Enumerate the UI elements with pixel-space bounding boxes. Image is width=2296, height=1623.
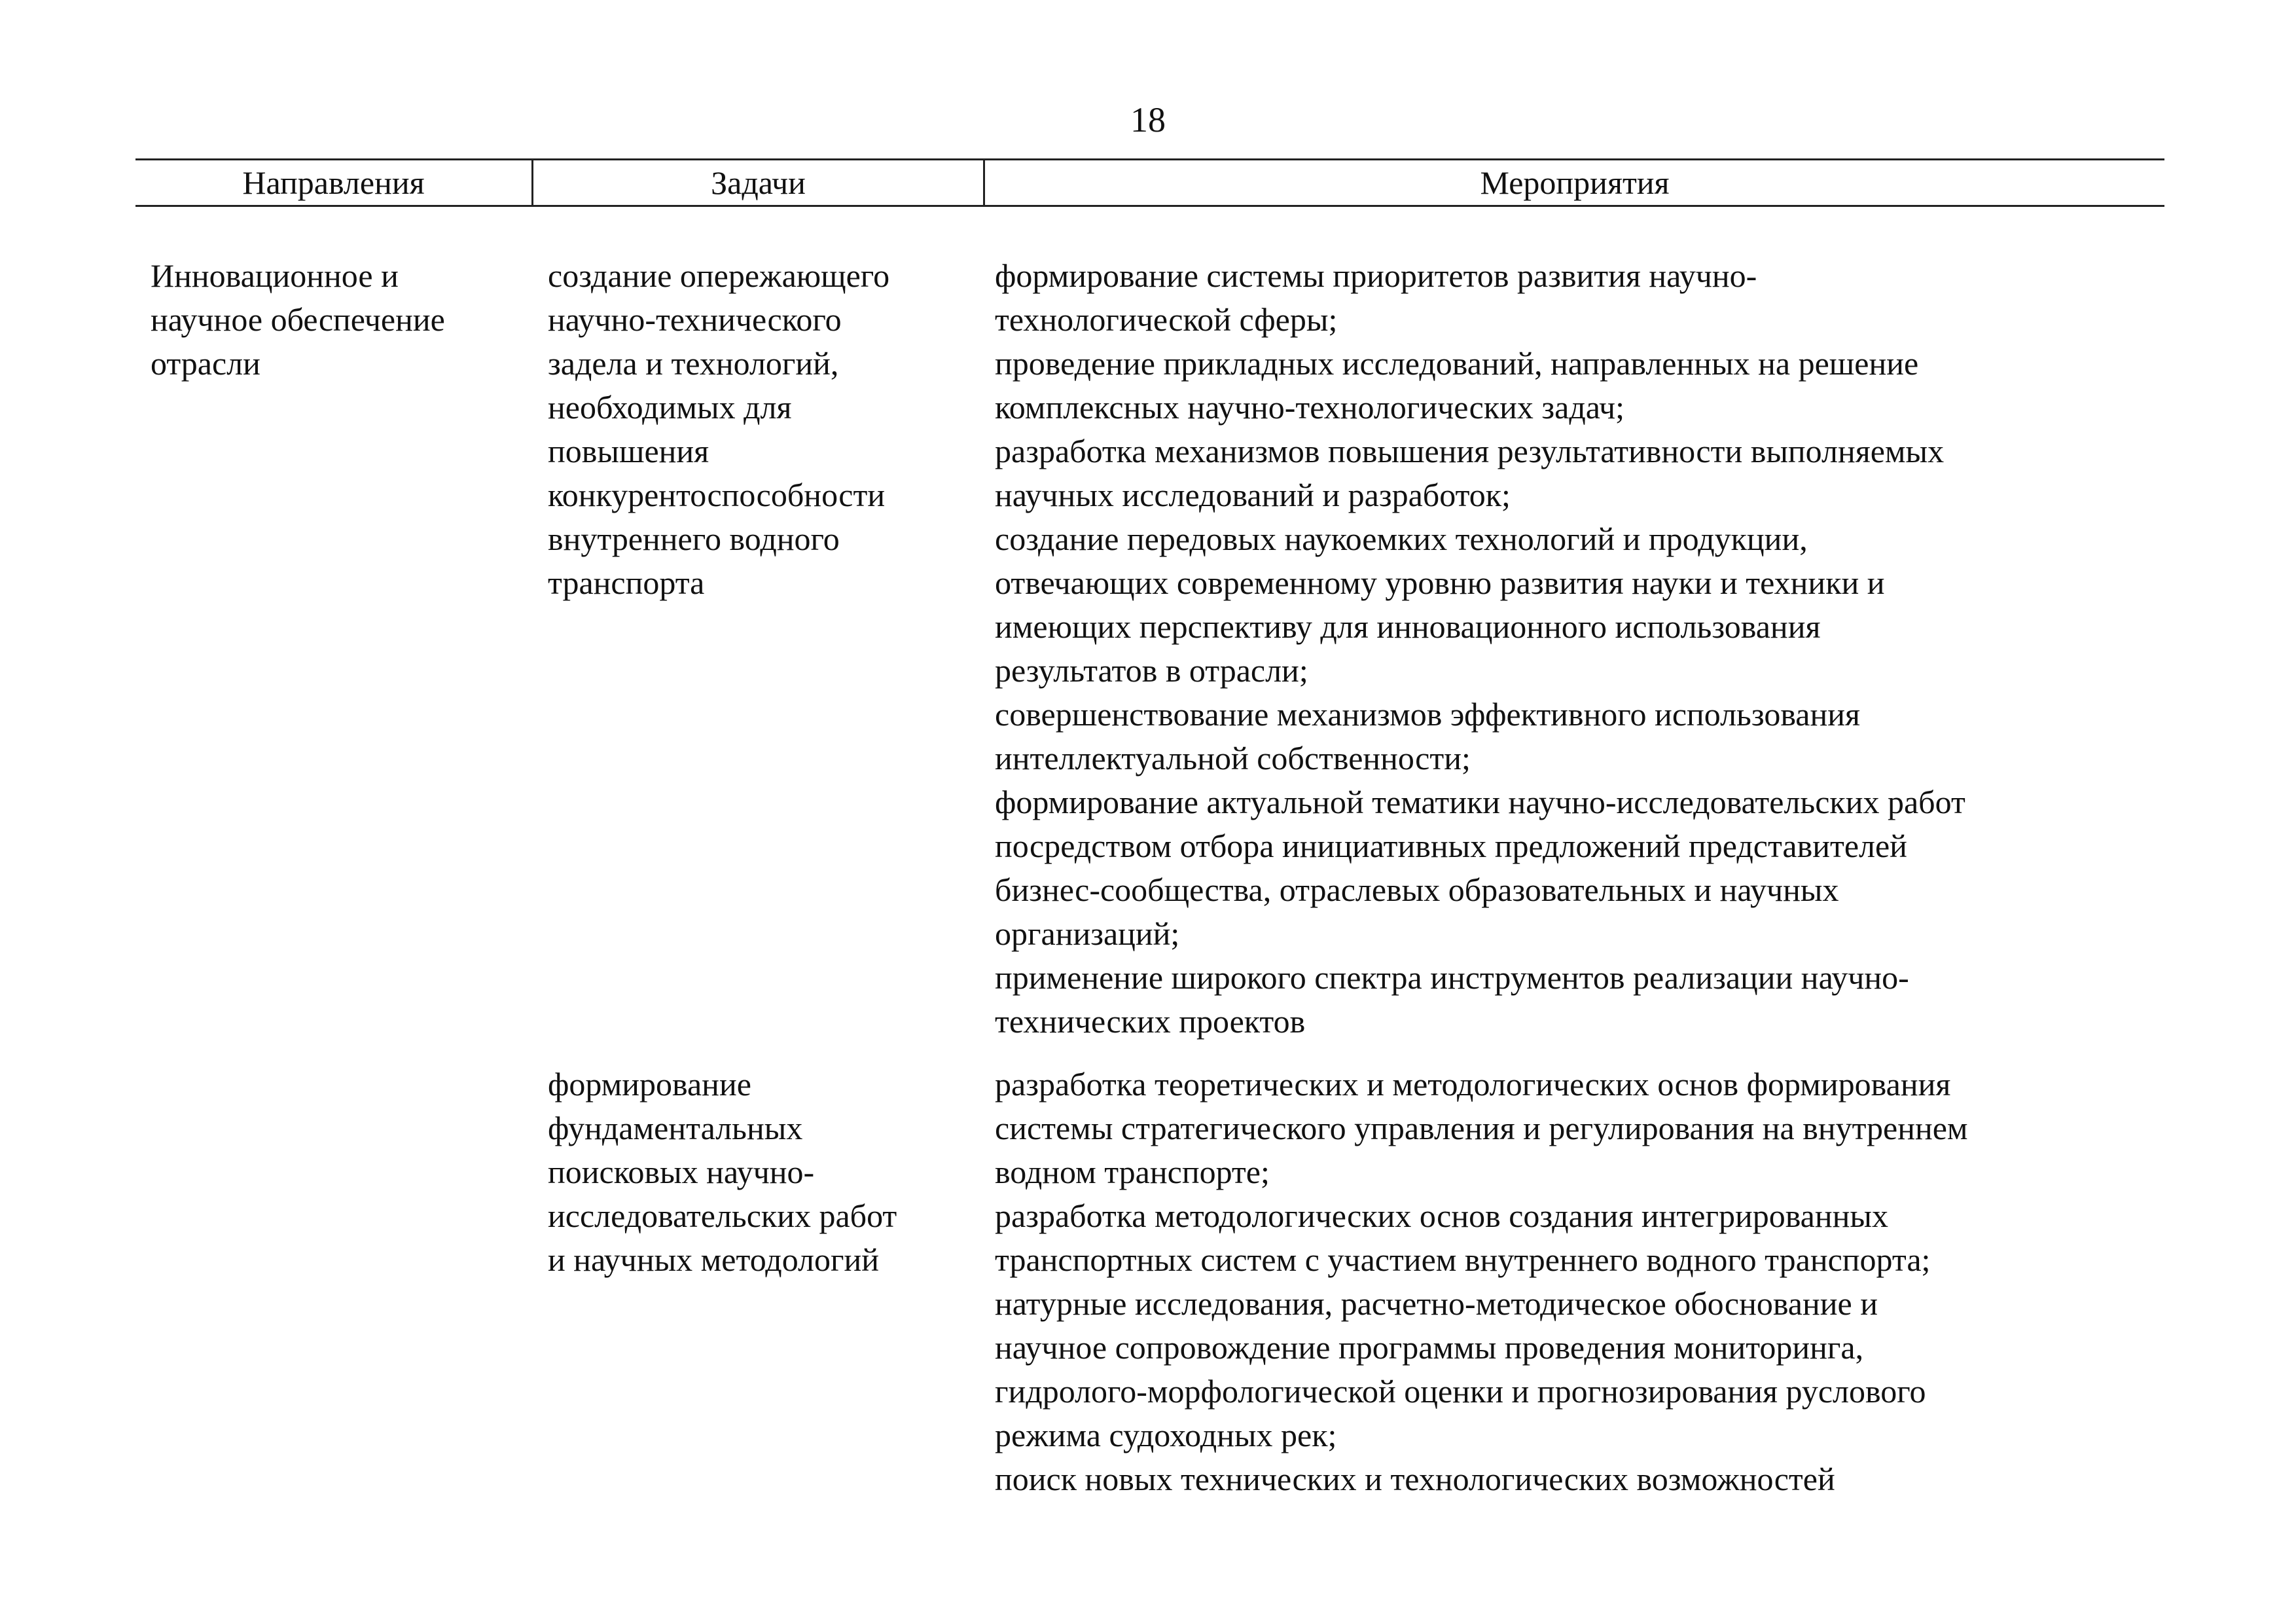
activity-line: разработка теоретических и методологических основ формирования bbox=[995, 1066, 1951, 1103]
task-line: поисковых научно- bbox=[548, 1154, 815, 1190]
activity-line: формирование актуальной тематики научно-исследовательских работ bbox=[995, 784, 1965, 820]
task-line: исследовательских работ bbox=[548, 1197, 897, 1234]
task-cell-2 bbox=[548, 1063, 897, 1282]
direction-cell bbox=[151, 254, 445, 386]
activity-line: научных исследований и разработок; bbox=[995, 477, 1511, 513]
activity-line: результатов в отрасли; bbox=[995, 652, 1308, 689]
task-line: внутреннего водного bbox=[548, 520, 840, 557]
page-number: 18 bbox=[1130, 100, 1166, 139]
activity-line: формирование системы приоритетов развития научно- bbox=[995, 257, 1757, 294]
task-line: конкурентоспособности bbox=[548, 477, 886, 513]
table-header-row bbox=[135, 160, 2164, 205]
task-line: повышения bbox=[548, 433, 709, 469]
task-line: необходимых для bbox=[548, 389, 792, 426]
activity-line: поиск новых технических и технологических возможностей bbox=[995, 1461, 1835, 1497]
task-line: задела и технологий, bbox=[548, 345, 839, 382]
activity-line: комплексных научно-технологических задач; bbox=[995, 389, 1625, 426]
activity-line: системы стратегического управления и регулирования на внутреннем bbox=[995, 1110, 1968, 1146]
activity-line: гидролого-морфологической оценки и прогнозирования руслового bbox=[995, 1373, 1926, 1410]
task-line: и научных методологий bbox=[548, 1241, 880, 1278]
header-tasks: Задачи bbox=[533, 160, 985, 205]
task-line: транспорта bbox=[548, 564, 705, 601]
task-line: научно-технического bbox=[548, 301, 842, 338]
activity-line: посредством отбора инициативных предложений представителей bbox=[995, 828, 1907, 864]
activity-line: имеющих перспективу для инновационного использования bbox=[995, 608, 1821, 645]
activity-line: режима судоходных рек; bbox=[995, 1417, 1337, 1453]
activity-line: технических проектов bbox=[995, 1003, 1306, 1040]
activities-cell-1 bbox=[995, 254, 1965, 1044]
activity-line: технологической сферы; bbox=[995, 301, 1338, 338]
activity-line: научное сопровождение программы проведения мониторинга, bbox=[995, 1329, 1864, 1366]
activity-line: отвечающих современному уровню развития науки и техники и bbox=[995, 564, 1885, 601]
activity-line: водном транспорте; bbox=[995, 1154, 1270, 1190]
activity-line: транспортных систем с участием внутреннего водного транспорта; bbox=[995, 1241, 1931, 1278]
header-activities: Мероприятия bbox=[1480, 164, 1670, 201]
activities-cell-2 bbox=[995, 1063, 1968, 1501]
activity-line: интеллектуальной собственности; bbox=[995, 740, 1471, 776]
activity-line: проведение прикладных исследований, направленных на решение bbox=[995, 345, 1919, 382]
direction-line: отрасли bbox=[151, 345, 260, 382]
direction-line: Инновационное и bbox=[151, 257, 399, 294]
task-line: создание опережающего bbox=[548, 257, 890, 294]
activity-line: разработка методологических основ создания интегрированных bbox=[995, 1197, 1888, 1234]
activity-line: натурные исследования, расчетно-методическое обоснование и bbox=[995, 1285, 1878, 1322]
activity-line: организаций; bbox=[995, 915, 1180, 952]
activity-line: разработка механизмов повышения результативности выполняемых bbox=[995, 433, 1945, 469]
task-line: формирование bbox=[548, 1066, 751, 1103]
table-header-bottom-border bbox=[135, 205, 2164, 207]
activity-line: бизнес-сообщества, отраслевых образовательных и научных bbox=[995, 871, 1839, 908]
task-line: фундаментальных bbox=[548, 1110, 803, 1146]
activity-line: применение широкого спектра инструментов реализации научно- bbox=[995, 959, 1909, 996]
header-directions: Направления bbox=[135, 160, 533, 205]
activity-line: создание передовых наукоемких технологий и продукции, bbox=[995, 520, 1808, 557]
task-cell-1 bbox=[548, 254, 889, 605]
activity-line: совершенствование механизмов эффективного использования bbox=[995, 696, 1860, 733]
direction-line: научное обеспечение bbox=[151, 301, 445, 338]
